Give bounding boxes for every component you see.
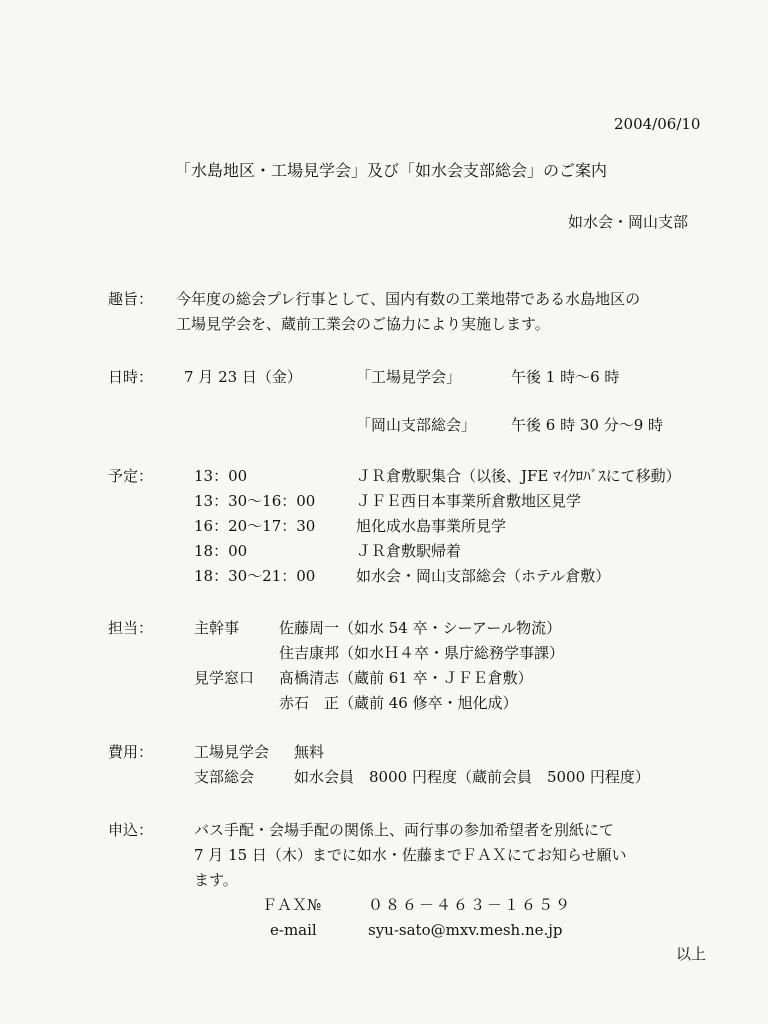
event1-name: 「工場見学会」 [356,368,462,386]
event1-time: 午後 1 時～6 時 [511,368,620,386]
event2-time: 午後 6 時 30 分～9 時 [511,416,664,434]
schedule-time: 16：20～17：30 [194,517,316,535]
fax-label: ＦＡＸ№ [262,896,322,914]
apply-line-2: 7 月 15 日（木）までに如水・佐藤までＦＡＸにてお知らせ願い [194,846,627,864]
organization-name: 如水会・岡山支部 [568,213,689,231]
apply-line-3: ます。 [194,871,238,889]
schedule-label: 予定： [108,467,154,485]
staff-label: 担当： [108,619,154,637]
purpose-line-1: 今年度の総会プレ行事として、国内有数の工業地帯である水島地区の [176,290,641,308]
closing-mark: 以上 [676,945,707,963]
fee-value: 無料 [294,743,325,761]
fee-label: 費用： [108,743,154,761]
schedule-desc: ＪＲ倉敷駅帰着 [356,542,462,560]
event2-name: 「岡山支部総会」 [356,416,477,434]
schedule-desc: 如水会・岡山支部総会（ホテル倉敷） [356,567,611,585]
staff-role-organizer: 主幹事 [194,619,240,637]
schedule-time: 13：30～16：00 [194,492,316,510]
datetime-label: 日時： [108,368,154,386]
schedule-desc: ＪＦＥ西日本事業所倉敷地区見学 [356,492,582,510]
fee-item: 支部総会 [194,768,255,786]
schedule-desc: ＪＲ倉敷駅集合（以後、JFE ﾏｲｸﾛﾊﾞｽにて移動） [356,467,681,485]
email-address: syu-sato@mxv.mesh.ne.jp [368,921,563,939]
event-day: 7 月 23 日（金） [184,368,302,386]
document-title: 「水島地区・工場見学会」及び「如水会支部総会」のご案内 [175,161,608,180]
apply-label: 申込： [108,821,154,839]
staff-person: 佐藤周一（如水 54 卒・シーアール物流） [279,619,562,637]
staff-person: 赤石 正（蔵前 46 修卒・旭化成） [279,694,518,712]
staff-person: 住吉康邦（如水Ｈ４卒・県庁総務学事課） [279,644,565,662]
purpose-line-2: 工場見学会を、蔵前工業会のご協力により実施します。 [176,315,550,333]
fee-item: 工場見学会 [194,743,270,761]
schedule-time: 18：00 [194,542,248,560]
purpose-label: 趣旨： [108,290,154,308]
apply-line-1: バス手配・会場手配の関係上、両行事の参加希望者を別紙にて [194,821,615,839]
fax-number: ０８６－４６３－１６５９ [368,896,573,914]
email-label: e-mail [270,921,317,939]
fee-value: 如水会員 8000 円程度（蔵前会員 5000 円程度） [294,768,650,786]
staff-role-tour-contact: 見学窓口 [194,669,255,687]
document-date: 2004/06/10 [614,115,701,133]
staff-person: 髙橋清志（蔵前 61 卒・ＪＦＥ倉敷） [279,669,533,687]
schedule-time: 13：00 [194,467,248,485]
schedule-desc: 旭化成水島事業所見学 [356,517,507,535]
schedule-time: 18：30～21：00 [194,567,316,585]
